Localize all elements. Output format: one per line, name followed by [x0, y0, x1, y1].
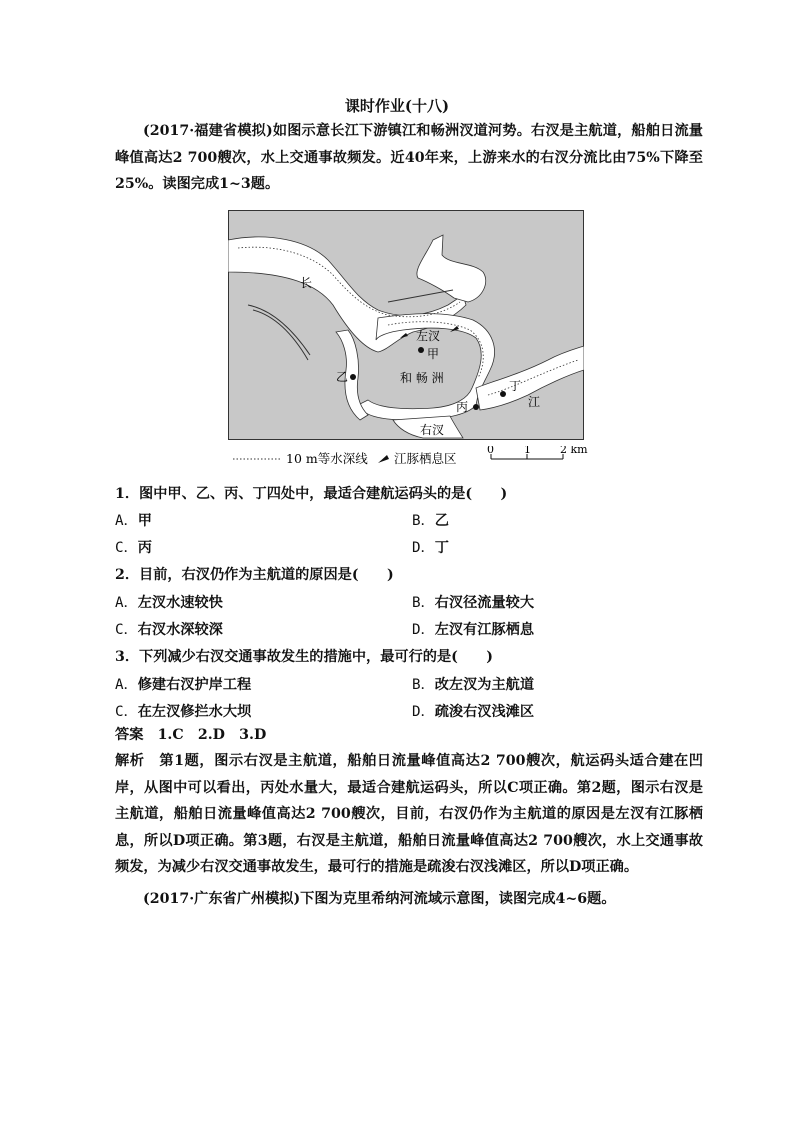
- option-key: B．: [412, 513, 435, 529]
- option-text: 左汊水速较快: [137, 595, 223, 611]
- option-text: 丁: [434, 540, 449, 556]
- q3-option-b: [412, 674, 534, 694]
- q1-option-b: [412, 510, 449, 530]
- river-map: [228, 210, 584, 440]
- point-yi: [350, 374, 356, 380]
- label-jiang: 江: [528, 395, 541, 409]
- legend-contour-label: 10 m等水深线: [286, 451, 368, 466]
- point-bing: [473, 404, 479, 410]
- scale-label-1: 1: [524, 446, 531, 456]
- label-youcha: 右汊: [420, 423, 445, 437]
- option-text: 左汊有江豚栖息: [434, 622, 535, 638]
- explanation-paragraph: 解析 第1题，图示右汊是主航道，船舶日流量峰值高达2 700艘次，航运码头适合建在凹岸，从图中可以看出，丙处水量大，最适合建航运码头，所以C项正确。第2题，图示右汊是主航道，船舶日流量峰值高达2 700艘次，目前，右汊仍作为主航道的原因是左汊有江豚栖息，所以D项正确。第3题，右汊是主航道，船舶日流量峰值高达2 700艘次，水上交通事故频发，为减少右汊交通事故发生，最可行的措施是疏浚右汊浅滩区，所以D项正确。: [115, 753, 703, 875]
- label-ding: 丁: [509, 379, 522, 393]
- option-key: C．: [115, 704, 138, 720]
- option-text: 乙: [434, 513, 449, 529]
- option-key: C．: [115, 540, 138, 556]
- q2-option-d: [412, 619, 534, 639]
- option-text: 在左汊修拦水大坝: [137, 704, 252, 720]
- label-bing: 丙: [456, 400, 469, 414]
- q3-option-c: [115, 701, 251, 721]
- scale-label-2: 2 km: [560, 446, 588, 456]
- option-key: A．: [115, 513, 138, 529]
- option-text: 疏浚右汊浅滩区: [434, 704, 535, 720]
- answer-line: 答案 1.C 2.D 3.D: [115, 727, 267, 743]
- question-2-stem: 2．目前，右汊仍作为主航道的原因是( ): [115, 567, 394, 583]
- q3-option-d: [412, 701, 534, 721]
- q2-option-c: [115, 619, 223, 639]
- legend-dolphin-icon: [378, 455, 389, 463]
- option-key: D．: [412, 704, 435, 720]
- label-jia: 甲: [427, 347, 440, 361]
- legend-dolphin-label: 江豚栖息区: [394, 451, 457, 466]
- point-ding: [500, 391, 506, 397]
- point-jia: [418, 347, 424, 353]
- q3-option-a: [115, 674, 251, 694]
- option-text: 修建右汊护岸工程: [137, 677, 252, 693]
- legend-graphics: [228, 446, 608, 468]
- label-yi: 乙: [336, 370, 349, 384]
- intro-paragraph-1: (2017·福建省模拟)如图示意长江下游镇江和畅洲汊道河势。右汊是主航道，船舶日流量峰值高达2 700艘次，水上交通事故频发。近40年来，上游来水的右汊分流比由75%下降至25%。读图完成1~3题。: [115, 123, 703, 192]
- option-key: D．: [412, 622, 435, 638]
- option-key: A．: [115, 677, 138, 693]
- option-text: 右汊水深较深: [137, 622, 223, 638]
- q1-option-c: [115, 537, 152, 557]
- question-3-stem: 3．下列减少右汊交通事故发生的措施中，最可行的是( ): [115, 649, 493, 665]
- q2-option-a: [115, 592, 223, 612]
- option-key: C．: [115, 622, 138, 638]
- option-key: D．: [412, 540, 435, 556]
- option-text: 丙: [137, 540, 152, 556]
- q1-option-a: [115, 510, 152, 530]
- label-island: 和 畅 洲: [400, 371, 444, 385]
- option-key: B．: [412, 595, 435, 611]
- q1-option-d: [412, 537, 449, 557]
- option-key: A．: [115, 595, 138, 611]
- option-key: B．: [412, 677, 435, 693]
- page-title: 课时作业(十八): [344, 97, 450, 115]
- option-text: 改左汊为主航道: [434, 677, 535, 693]
- map-legend: [228, 446, 608, 468]
- q2-option-b: [412, 592, 534, 612]
- label-zuocha: 左汊: [416, 329, 441, 343]
- scale-label-0: 0: [487, 446, 494, 456]
- label-chang: 长: [300, 276, 313, 290]
- question-1-stem: 1．图中甲、乙、丙、丁四处中，最适合建航运码头的是( ): [115, 486, 508, 502]
- option-text: 右汊径流量较大: [434, 595, 535, 611]
- option-text: 甲: [137, 513, 152, 529]
- intro-paragraph-2: (2017·广东省广州模拟)下图为克里希纳河流域示意图，读图完成4~6题。: [143, 891, 616, 907]
